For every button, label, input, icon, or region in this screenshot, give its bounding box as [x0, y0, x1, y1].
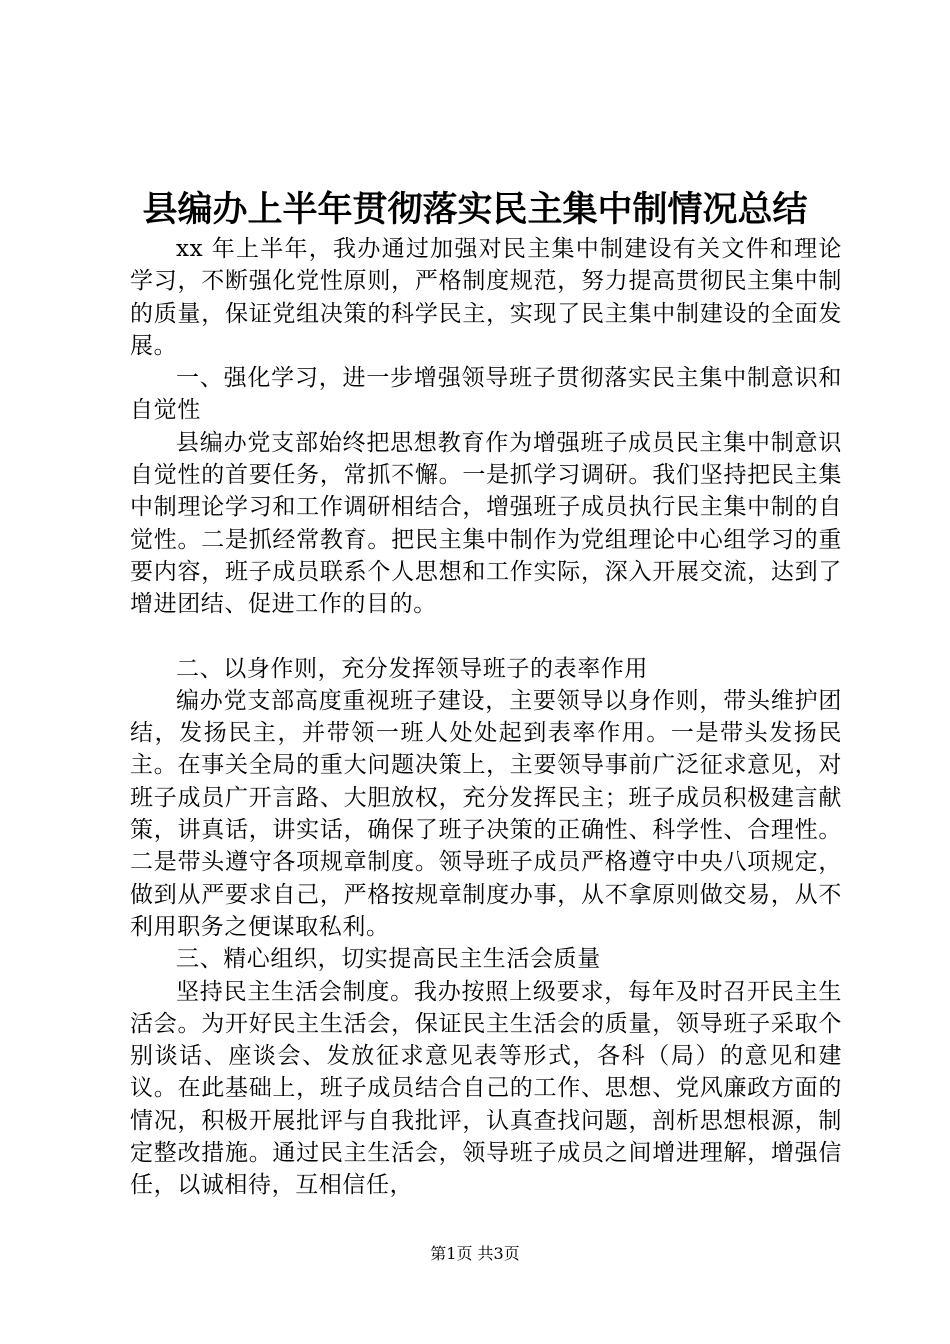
- section-heading-3: 三、精心组织，切实提高民主生活会质量: [176, 946, 601, 973]
- section-paragraph-3: 坚持民主生活会制度。我办按照上级要求，每年及时召开民主生活会。为开好民主生活会，保证民主生活会的质量，领导班子采取个别谈话、座谈会、发放征求意见表等形式，各科（局）的意见和建议。在此基础上，班子成员结合自己的工作、思想、党风廉政方面的情况，积极开展批评与自我批评，认真查找问题，剖析思想根源，制定整改措施。通过民主生活会，领导班子成员之间增进理解，增强信任，以诚相待，互相信任，: [130, 978, 842, 1199]
- section-heading-1: 一、强化学习，进一步增强领导班子贯彻落实民主集中制意识和自觉性: [130, 365, 842, 424]
- section-paragraph-2: 编办党支部高度重视班子建设，主要领导以身作则，带头维护团结，发扬民主，并带领一班人处处起到表率作用。一是带头发扬民主。在事关全局的重大问题决策上，主要领导事前广泛征求意见，对班子成员广开言路、大胆放权，充分发挥民主；班子成员积极建言献策，讲真话，讲实话，确保了班子决策的正确性、科学性、合理性。二是带头遵守各项规章制度。领导班子成员严格遵守中央八项规定，做到从严要求自己，严格按规章制度办事，从不拿原则做交易，从不利用职务之便谋取私利。: [130, 687, 842, 940]
- section-paragraph-1: 县编办党支部始终把思想教育作为增强班子成员民主集中制意识自觉性的首要任务，常抓不懈。一是抓学习调研。我们坚持把民主集中制理论学习和工作调研相结合，增强班子成员执行民主集中制的自觉性。二是抓经常教育。把民主集中制作为党组理论中心组学习的重要内容，班子成员联系个人思想和工作实际，深入开展交流，达到了增进团结、促进工作的目的。: [130, 429, 842, 618]
- section-heading-2: 二、以身作则，充分发挥领导班子的表率作用: [176, 655, 648, 682]
- page-footer: 第1页 共3页: [430, 1244, 520, 1263]
- document-body: [130, 233, 842, 1202]
- document-title: 县编办上半年贯彻落实民主集中制情况总结: [142, 189, 808, 230]
- intro-paragraph: xx 年上半年，我办通过加强对民主集中制建设有关文件和理论学习，不断强化党性原则，严格制度规范，努力提高贯彻民主集中制的质量，保证党组决策的科学民主，实现了民主集中制建设的全面发展。: [130, 236, 842, 359]
